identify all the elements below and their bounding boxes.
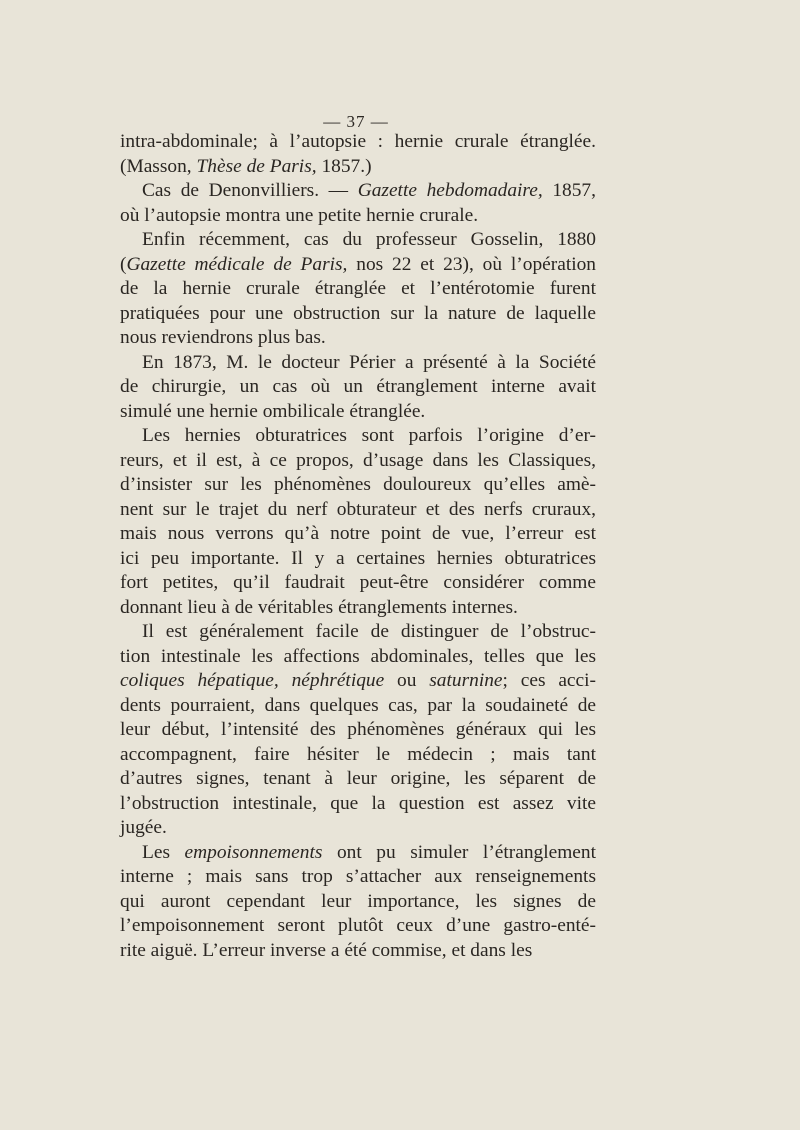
text-line [120, 669, 596, 694]
text-line [120, 351, 596, 376]
text-segment: leur début, l’intensité des phénomènes généraux qui les [120, 719, 596, 740]
text-segment: 1857, [542, 180, 596, 201]
text-line [120, 498, 596, 523]
text-segment: où l’autopsie montra une petite hernie crurale. [120, 204, 479, 226]
text-line [120, 841, 596, 866]
text-line [120, 620, 596, 645]
text-line [120, 179, 596, 204]
text-line [120, 473, 596, 498]
text-line [120, 277, 596, 302]
text-line [120, 890, 596, 915]
text-segment: nos 22 et 23), où l’opération [347, 253, 596, 275]
text-segment: d’autres signes, tenant à leur origine, les séparent de [120, 768, 596, 789]
text-segment: simulé une hernie ombilicale étranglée. [120, 400, 426, 422]
body-text [120, 130, 596, 963]
text-line [120, 253, 596, 278]
text-line [120, 571, 596, 596]
text-segment: de chirurgie, un cas où un étranglement interne avait [120, 376, 596, 397]
text-line [120, 326, 596, 351]
text-segment: mais nous verrons qu’à notre point de vue, l’erreur est [120, 523, 596, 544]
page-number: — 37 — [323, 112, 389, 131]
text-segment: intra-abdominale; à l’autopsie : hernie crurale étranglée. [120, 131, 596, 152]
text-line [120, 645, 596, 670]
italic-text: coliques hépatique, néphrétique [120, 670, 385, 691]
text-segment: Il est généralement facile de distinguer de l’obstruc- [142, 621, 596, 642]
text-segment: Enfin récemment, cas du professeur Gosselin, 1880 [142, 229, 596, 250]
text-line [120, 718, 596, 743]
text-segment: pratiquées pour une obstruction sur la nature de laquelle [120, 302, 596, 324]
text-line [120, 228, 596, 253]
text-segment: nent sur le trajet du nerf obturateur et des nerfs cruraux, [120, 498, 596, 520]
text-segment: accompagnent, faire hésiter le médecin ; mais tant [120, 743, 596, 765]
text-segment: ou [384, 670, 430, 691]
text-line [120, 865, 596, 890]
text-segment: Les [142, 841, 185, 863]
italic-text: empoisonnements [184, 841, 323, 863]
text-line [120, 424, 596, 449]
text-line [120, 522, 596, 547]
text-segment: de la hernie crurale étranglée et l’entérotomie furent [120, 278, 596, 299]
text-segment: Cas de Denonvilliers. — [142, 180, 358, 201]
text-segment: En 1873, M. le docteur Périer a présenté à la Société [142, 351, 596, 373]
text-line [120, 449, 596, 474]
text-line [120, 792, 596, 817]
text-segment: jugée. [120, 817, 167, 838]
italic-text: Gazette médicale de Paris, [126, 253, 348, 275]
text-segment: l’empoisonnement seront plutôt ceux d’une gastro-enté- [120, 915, 596, 936]
text-segment: ( [120, 253, 127, 275]
text-segment: ont pu simuler l’étranglement [322, 841, 596, 863]
text-line [120, 375, 596, 400]
text-line [120, 816, 596, 841]
text-segment: interne ; mais sans trop s’attacher aux renseignements [120, 866, 596, 887]
text-segment: 1857.) [316, 155, 372, 177]
text-segment: (Masson, [120, 155, 197, 177]
text-segment: nous reviendrons plus bas. [120, 327, 326, 348]
text-line [120, 302, 596, 327]
text-segment: donnant lieu à de véritables étranglements internes. [120, 596, 518, 618]
text-line [120, 743, 596, 768]
text-segment: reurs, et il est, à ce propos, d’usage dans les Classiques, [120, 449, 596, 471]
text-segment: ; ces acci- [502, 670, 596, 691]
text-segment: Les hernies obturatrices sont parfois l’origine d’er- [142, 425, 596, 446]
text-line [120, 694, 596, 719]
text-segment: tion intestinale les affections abdominales, telles que les [120, 645, 596, 667]
text-line [120, 400, 596, 425]
text-line [120, 155, 596, 180]
text-line [120, 596, 596, 621]
text-segment: l’obstruction intestinale, que la question est assez vite [120, 792, 596, 814]
text-line [120, 767, 596, 792]
italic-text: Gazette hebdomadaire, [357, 180, 543, 201]
text-line [120, 204, 596, 229]
text-segment: fort petites, qu’il faudrait peut-être considérer comme [120, 572, 596, 593]
text-segment: ici peu importante. Il y a certaines hernies obturatrices [120, 547, 596, 569]
text-line [120, 914, 596, 939]
text-segment: dents pourraient, dans quelques cas, par la soudaineté de [120, 694, 596, 716]
italic-text: Thèse de Paris, [196, 155, 317, 177]
text-segment: qui auront cependant leur importance, les signes de [120, 890, 596, 912]
text-line [120, 547, 596, 572]
text-segment: d’insister sur les phénomènes douloureux qu’elles amè- [120, 474, 596, 495]
text-line [120, 130, 596, 155]
text-line [120, 939, 596, 964]
italic-text: saturnine [429, 670, 503, 691]
text-segment: rite aiguë. L’erreur inverse a été commise, et dans les [120, 939, 533, 961]
